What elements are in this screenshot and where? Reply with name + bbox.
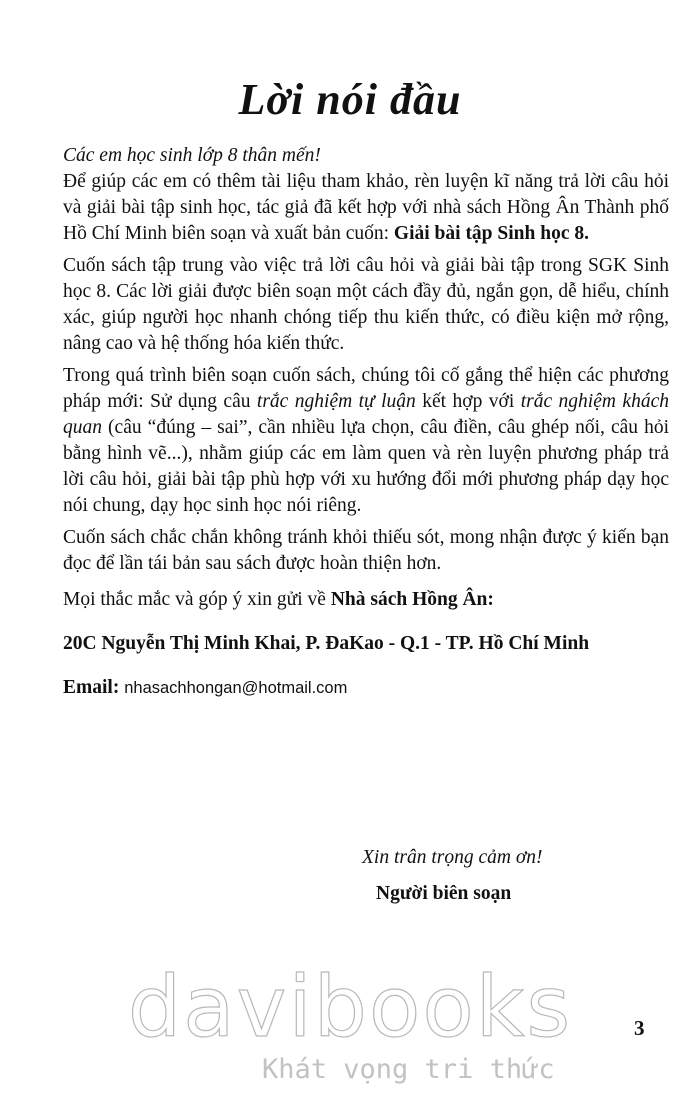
page-number: 3 bbox=[634, 1016, 645, 1040]
publisher-address: 20C Nguyễn Thị Minh Khai, P. ĐaKao - Q.1 - TP. Hồ Chí Minh bbox=[63, 633, 590, 654]
publisher-name: Nhà sách Hồng Ân: bbox=[330, 589, 494, 610]
methods-text-2: kết hợp với bbox=[415, 391, 521, 412]
closing-thanks: Xin trân trọng cảm ơn! bbox=[362, 847, 543, 868]
body-text bbox=[63, 143, 669, 701]
methods-italic-2: trắc nghiệm khách quan bbox=[63, 391, 669, 438]
email-address[interactable]: nhasachhongan@hotmail.com bbox=[124, 679, 348, 697]
paragraph-methods bbox=[63, 363, 669, 519]
page-title: Lời nói đầu bbox=[238, 75, 462, 124]
contact-intro-line bbox=[63, 587, 669, 613]
email-line bbox=[63, 675, 669, 701]
watermark-tagline: Khát vọng tri thức bbox=[262, 1054, 555, 1085]
closing-author: Người biên soạn bbox=[376, 883, 512, 904]
methods-text-1: Trong quá trình biên soạn cuốn sách, chúng tôi cố gắng thể hiện các phương pháp mới: Sử dụng câu bbox=[63, 365, 669, 412]
methods-italic-1: trắc nghiệm tự luận bbox=[256, 391, 416, 412]
greeting: Các em học sinh lớp 8 thân mến! bbox=[63, 145, 321, 166]
paragraph-content: Cuốn sách tập trung vào việc trả lời câu hỏi và giải bài tập trong SGK Sinh học 8. Các lời giải được biên soạn một cách đầy đủ, ngắn gọn, dễ hiểu, chính xác, giúp người học nhanh chóng tiếp thu kiến thức, có điều kiện mở rộng, nâng cao và hệ thống hóa kiến thức. bbox=[63, 255, 669, 354]
watermark-logo: davibooks bbox=[127, 958, 573, 1056]
paragraph-apology: Cuốn sách chắc chắn không tránh khỏi thiếu sót, mong nhận được ý kiến bạn đọc để lần tái bản sau sách được hoàn thiện hơn. bbox=[63, 527, 669, 574]
methods-text-3: (câu “đúng – sai”, cần nhiều lựa chọn, câu điền, câu ghép nối, câu hỏi bằng hình vẽ...), nhằm giúp các em làm quen và rèn luyện phương pháp trả lời câu hỏi, giải bài tập phù hợp với xu hướng đổi mới phương pháp dạy học nói chung, dạy học sinh học nói riêng. bbox=[63, 417, 669, 516]
contact-intro: Mọi thắc mắc và góp ý xin gửi về bbox=[63, 589, 331, 610]
paragraph-intro bbox=[63, 169, 669, 247]
paragraph-intro-text: Để giúp các em có thêm tài liệu tham khảo, rèn luyện kĩ năng trả lời câu hỏi và giải bài tập sinh học, tác giả đã kết hợp với nhà sách Hồng Ân Thành phố Hồ Chí Minh biên soạn và xuất bản cuốn: bbox=[63, 171, 669, 244]
email-label: Email: bbox=[63, 677, 120, 698]
book-title: Giải bài tập Sinh học 8. bbox=[393, 223, 589, 244]
